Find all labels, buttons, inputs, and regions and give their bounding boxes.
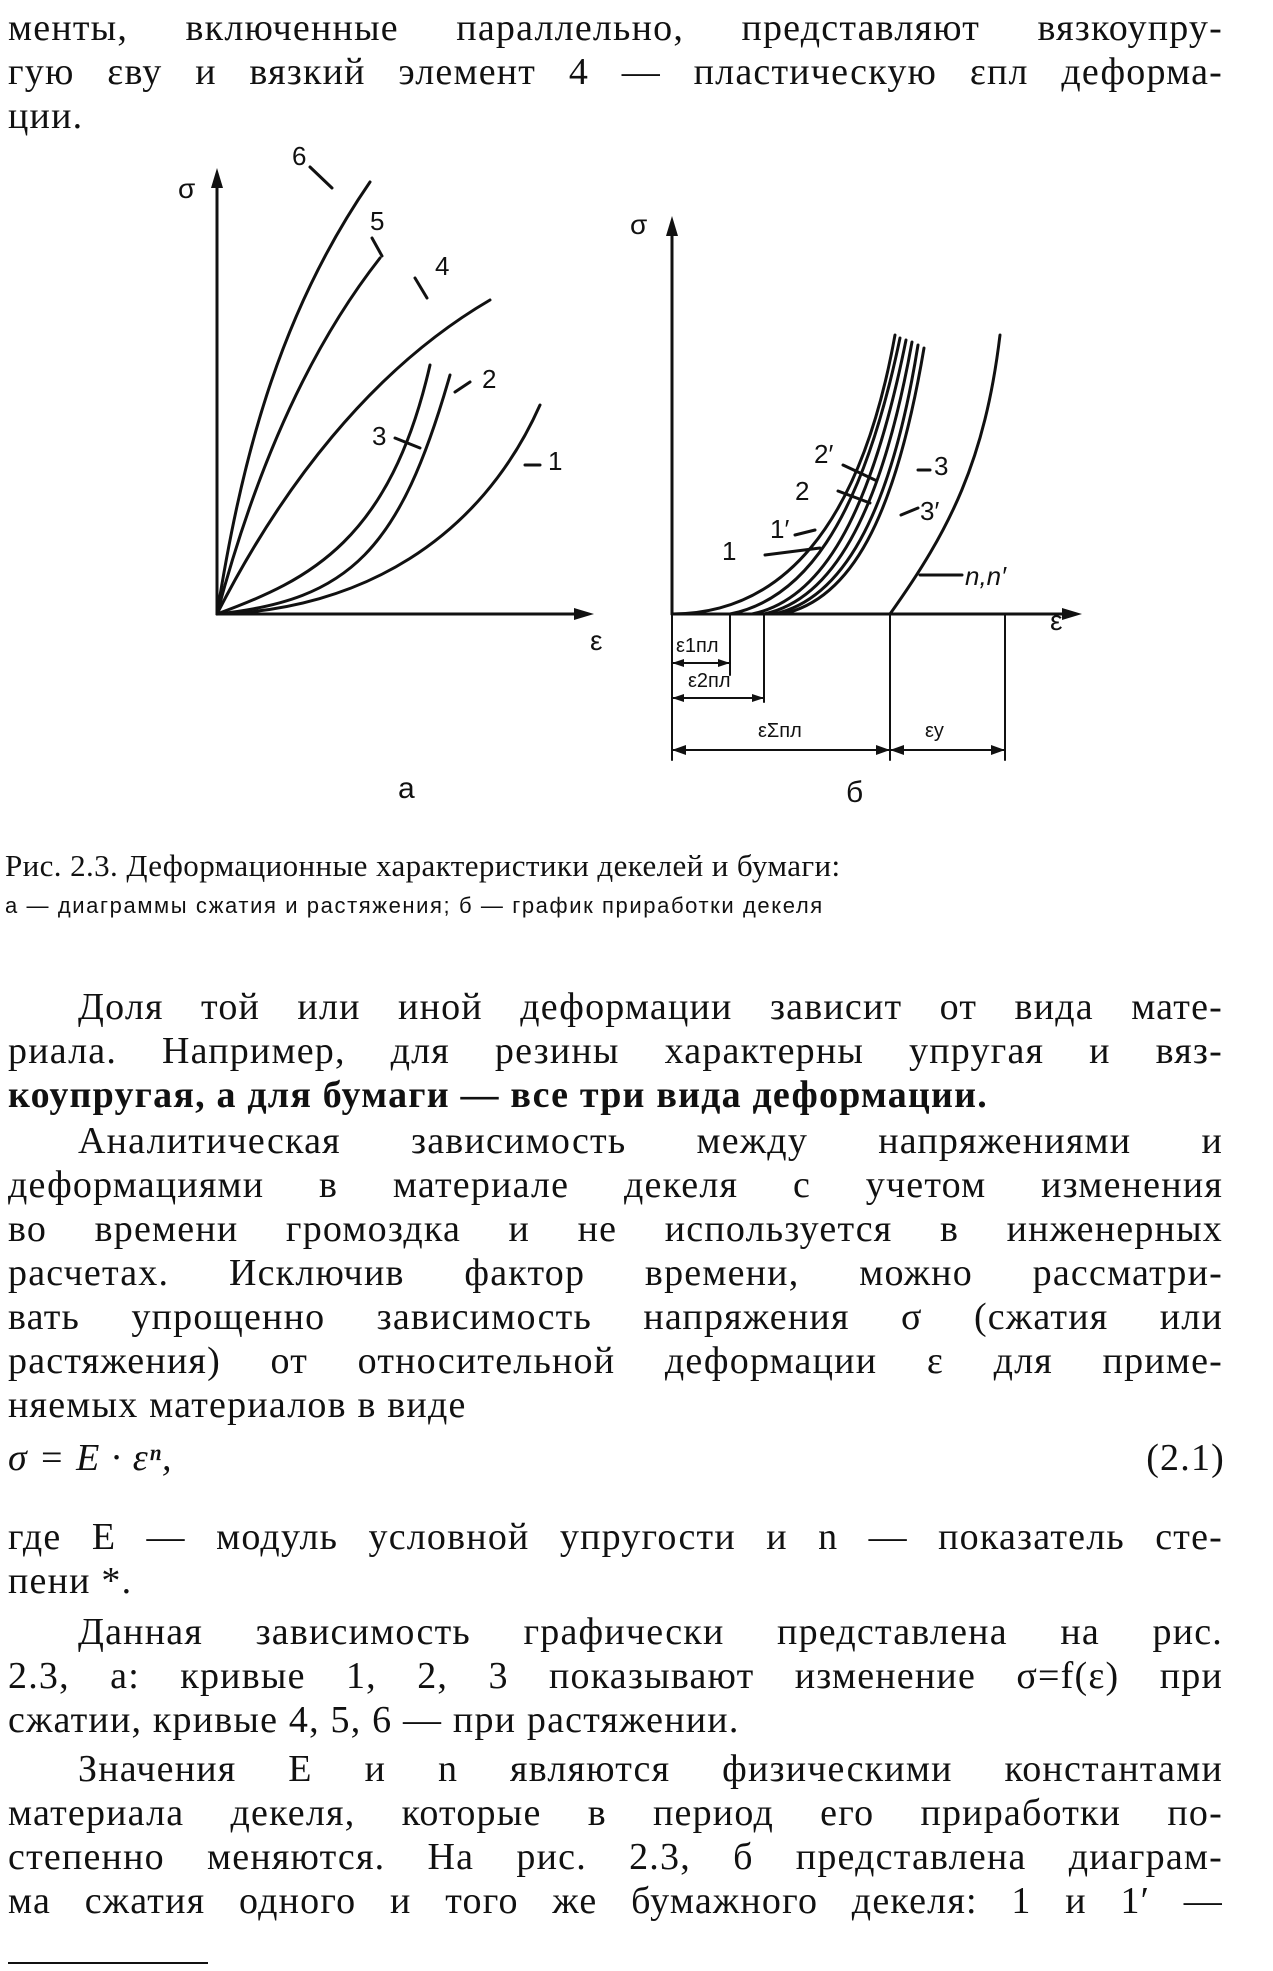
panel-b-x-arrow: [1062, 608, 1082, 620]
text-line: Доля той или иной деформации зависит от вида мате-: [78, 986, 1223, 1028]
curve-label-4: 4: [435, 251, 450, 281]
curve-label-6: 6: [292, 141, 307, 171]
text-line: сжатии, кривые 4, 5, 6 — при растяжении.: [8, 1699, 740, 1741]
text-line: гую εву и вязкий элемент 4 — пластическую εпл деформа-: [8, 51, 1223, 93]
text-line: растяжения) от относительной деформации ε для приме-: [8, 1340, 1223, 1382]
curve-label-b-n: n,n′: [965, 561, 1007, 591]
dim-label-ey: εу: [925, 720, 944, 742]
text-line: няемых материалов в виде: [8, 1384, 467, 1426]
curve-label-b-2: 2: [795, 476, 810, 506]
panel-b-x-label: ε: [1050, 605, 1063, 636]
panel-b-label: б: [846, 776, 864, 809]
text-line: коупругая, а для бумаги — все три вида деформации.: [8, 1074, 988, 1116]
text-line: Значения E и n являются физическими константами: [78, 1748, 1223, 1790]
curve-3: [217, 365, 430, 614]
figure-caption-sub: а — диаграммы сжатия и растяжения; б — график приработки декеля: [5, 893, 824, 918]
panel-a-x-label: ε: [590, 625, 603, 656]
text-line: вать упрощенно зависимость напряжения σ (сжатия или: [8, 1296, 1223, 1338]
text-line: 2.3, а: кривые 1, 2, 3 показывают изменение σ=f(ε) при: [8, 1655, 1223, 1697]
panel-b-y-arrow: [666, 216, 678, 236]
text-line: Данная зависимость графически представлена на рис.: [78, 1611, 1223, 1653]
text-line: материала декеля, которые в период его приработки по-: [8, 1792, 1223, 1834]
panel-a-y-arrow: [211, 168, 223, 188]
curve-2: [217, 375, 450, 614]
dim-label-e1pl: ε1пл: [676, 635, 719, 657]
text-line: расчетах. Исключив фактор времени, можно рассматри-: [8, 1252, 1223, 1294]
text-line: ма сжатия одного и того же бумажного декеля: 1 и 1′ —: [8, 1880, 1223, 1922]
panel-a-y-label: σ: [178, 173, 196, 204]
curve-label-1: 1: [548, 446, 563, 476]
panel-a-x-arrow: [574, 608, 594, 620]
dim-label-e2pl: ε2пл: [688, 670, 731, 692]
figure-caption-title: Рис. 2.3. Деформационные характеристики декелей и бумаги:: [5, 848, 841, 883]
text-line: деформациями в материале декеля с учетом изменения: [8, 1164, 1223, 1206]
curve-b-1p: [730, 338, 900, 614]
curve-label-3: 3: [372, 421, 387, 451]
text-line: риала. Например, для резины характерны упругая и вяз-: [8, 1030, 1223, 1072]
curve-label-b-3p: 3′: [920, 496, 940, 526]
text-line: Аналитическая зависимость между напряжениями и: [78, 1120, 1223, 1162]
curve-label-b-1p: 1′: [770, 514, 790, 544]
panel-a-label: а: [398, 772, 415, 805]
text-line: где E — модуль условной упругости и n — показатель сте-: [8, 1516, 1223, 1558]
curve-label-b-1: 1: [722, 536, 737, 566]
footnote-rule: [8, 1962, 208, 1964]
text-line: пени *.: [8, 1560, 133, 1602]
text-line: ции.: [8, 95, 84, 137]
text-line: менты, включенные параллельно, представляют вязкоупру-: [8, 7, 1223, 49]
equation: σ = E · εⁿ,: [8, 1437, 173, 1479]
curve-label-5: 5: [370, 206, 385, 236]
curve-label-b-3: 3: [934, 451, 949, 481]
dim-label-esumpl: εΣпл: [758, 720, 802, 742]
text-line: степенно меняются. На рис. 2.3, б представлена диаграм-: [8, 1836, 1223, 1878]
curve-label-2: 2: [482, 364, 497, 394]
curve-label-b-2p: 2′: [814, 439, 834, 469]
text-line: во времени громоздка и не используется в инженерных: [8, 1208, 1223, 1250]
figure-2-3: [0, 130, 1273, 830]
equation-number: (2.1): [1146, 1437, 1225, 1479]
panel-b-y-label: σ: [630, 209, 648, 240]
